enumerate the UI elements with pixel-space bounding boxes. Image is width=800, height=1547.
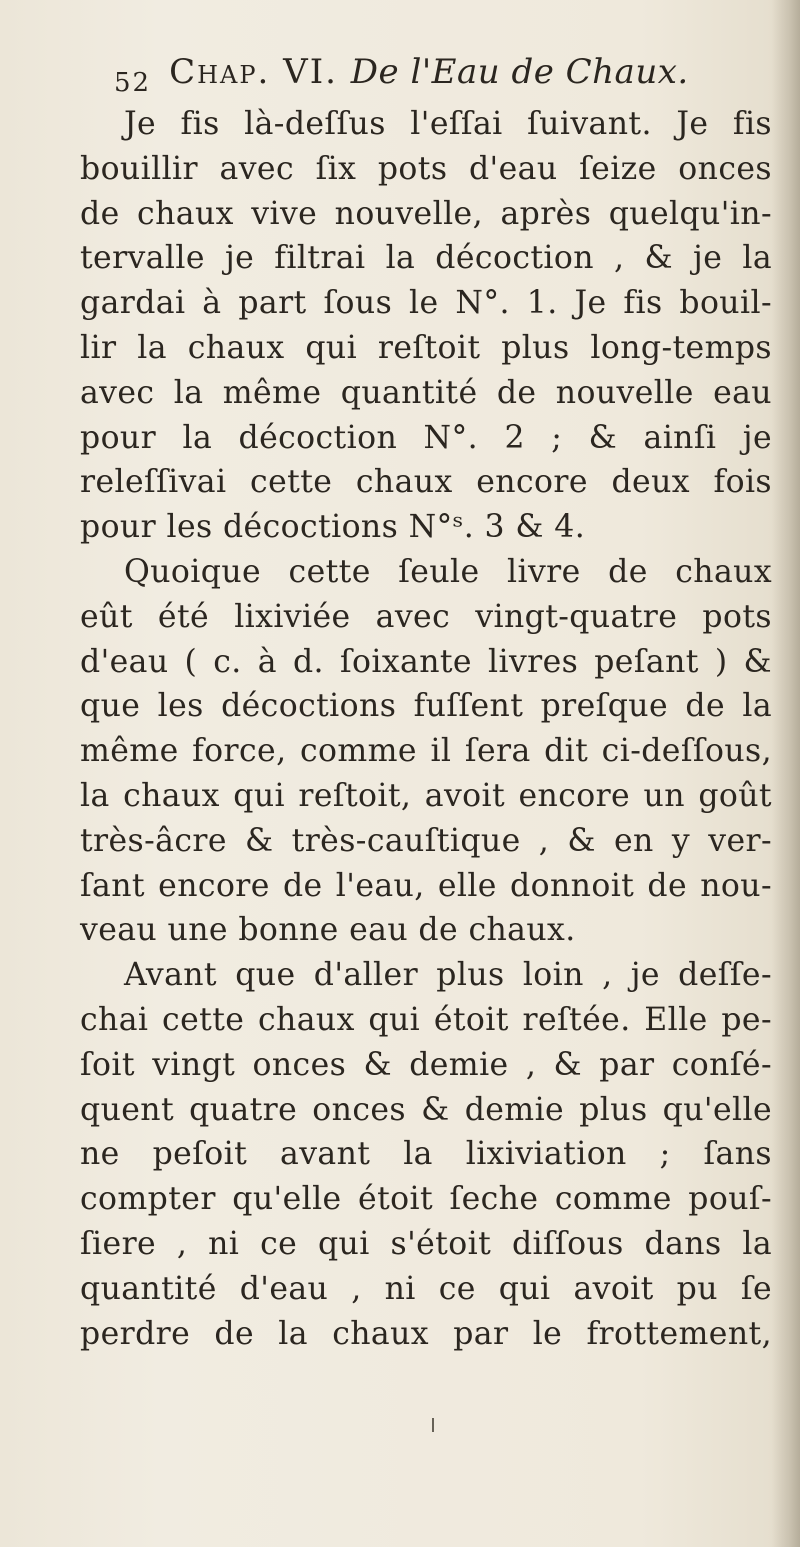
- text-line: quantité d'eau , ni ce qui avoit pu ſe: [80, 1270, 772, 1307]
- text-line: ſant encore de l'eau, elle donnoit de nou-: [80, 867, 772, 904]
- chapter-title: De l'Eau de Chaux.: [350, 52, 689, 92]
- text-line: lir la chaux qui reſtoit plus long-temps: [80, 329, 772, 366]
- text-line: avec la même quantité de nouvelle eau: [80, 374, 772, 411]
- page-number: 52: [114, 68, 152, 98]
- body-text: [80, 102, 772, 1356]
- text-line: d'eau ( c. à d. ſoixante livres peſant ) &: [80, 643, 772, 680]
- text-line: que les décoctions fuſſent preſque de la: [80, 688, 772, 725]
- text-line: veau une bonne eau de chaux.: [80, 912, 576, 949]
- ink-mark: [432, 1418, 434, 1432]
- text-line: la chaux qui reſtoit, avoit encore un goût: [80, 777, 772, 814]
- running-header: [114, 52, 689, 98]
- text-line: releſſivai cette chaux encore deux fois: [80, 464, 772, 501]
- text-line: très-âcre & très-cauſtique , & en y ver-: [80, 822, 772, 859]
- text-line: ſoit vingt onces & demie , & par conſé-: [80, 1046, 772, 1083]
- text-line: quent quatre onces & demie plus qu'elle: [80, 1091, 772, 1128]
- text-line: même force, comme il ſera dit ci-deſſous,: [80, 733, 772, 770]
- text-line: tervalle je filtrai la décoction , & je la: [80, 240, 772, 277]
- text-line: Quoique cette ſeule livre de chaux: [124, 553, 772, 590]
- text-line: eût été lixiviée avec vingt-quatre pots: [80, 598, 772, 635]
- text-line: pour les décoctions N°ˢ. 3 & 4.: [80, 509, 586, 546]
- text-line: bouillir avec ſix pots d'eau ſeize onces: [80, 150, 772, 187]
- text-line: Je fis là-deſſus l'eſſai ſuivant. Je fis: [124, 106, 772, 142]
- text-line: de chaux vive nouvelle, après quelqu'in-: [80, 195, 772, 232]
- text-line: Avant que d'aller plus loin , je deſſe-: [124, 957, 772, 994]
- text-line: chai cette chaux qui étoit reſtée. Elle pe-: [80, 1001, 772, 1038]
- text-line: gardai à part ſous le N°. 1. Je fis bouil-: [80, 285, 772, 322]
- text-line: ſiere , ni ce qui s'étoit diſſous dans la: [80, 1225, 772, 1262]
- page-edge-shadow: [772, 0, 800, 1547]
- text-line: compter qu'elle étoit ſeche comme pouſ-: [80, 1181, 772, 1218]
- text-line: perdre de la chaux par le frottement,: [80, 1315, 772, 1352]
- chapter-label: Chap. VI.: [169, 52, 338, 92]
- text-line: pour la décoction N°. 2 ; & ainſi je: [80, 419, 772, 456]
- text-line: ne peſoit avant la lixiviation ; ſans: [80, 1136, 772, 1173]
